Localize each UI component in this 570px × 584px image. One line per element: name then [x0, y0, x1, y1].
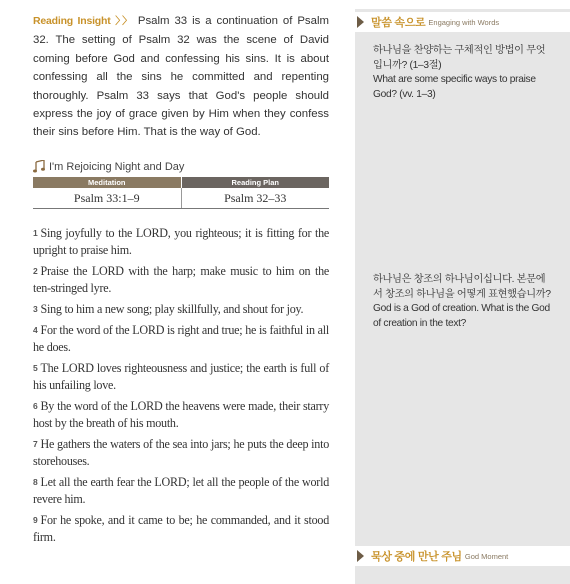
- heading-korean: 말씀 속으로: [371, 17, 426, 29]
- song-title-row: [33, 160, 333, 173]
- plan-table-row: [33, 188, 329, 208]
- verse: [33, 322, 329, 356]
- question-korean: 하나님은 창조의 하나님이십니다. 본문에서 창조의 하나님을 어떻게 표현했습니까?: [373, 274, 551, 300]
- question-korean: 하나님을 찬양하는 구체적인 방법이 무엇입니까? (1–3절): [373, 45, 546, 71]
- triangle-bullet-icon: [357, 550, 364, 562]
- song-title: I'm Rejoicing Night and Day: [49, 160, 185, 173]
- verse-number: 3: [33, 304, 38, 314]
- verse-number: 4: [33, 325, 38, 335]
- verse: [33, 225, 329, 259]
- double-chevron-icon: 〉〉: [113, 16, 134, 27]
- verse-text: For he spoke, and it came to be; he commanded, and it stood firm.: [33, 513, 329, 544]
- verse: [33, 301, 329, 318]
- reflection-sidebar: [355, 9, 570, 584]
- heading-english: God Moment: [464, 551, 509, 561]
- reading-insight-text: Psalm 33 is a continuation of Psalm 32. The setting of Psalm 32 was the scene of David coming before God and confessing his sins. It is about confessing all the sins he committed and repenting thoroughly. Psalm 33 says that God's people should express the joy of grace given by Him when they confess their sins before Him. That is the way of God.: [33, 15, 329, 139]
- question-english: God is a God of creation. What is the God of creation in the text?: [373, 303, 550, 329]
- verse: [33, 263, 329, 297]
- verse-text: Sing to him a new song; play skillfully, and shout for joy.: [40, 302, 304, 316]
- meditation-header: Meditation: [33, 177, 182, 188]
- verse-number: 5: [33, 363, 38, 373]
- plan-table-header: [33, 177, 329, 188]
- scripture-passage: [33, 225, 329, 550]
- verse-number: 8: [33, 477, 38, 487]
- verse-text: The LORD loves righteousness and justice; the earth is full of his unfailing love.: [33, 361, 329, 392]
- reading-insight: [33, 12, 329, 142]
- verse: [33, 512, 329, 546]
- verse-number: 1: [33, 228, 38, 238]
- reading-plan-header: Reading Plan: [182, 177, 330, 188]
- verse-number: 6: [33, 401, 38, 411]
- verse: [33, 398, 329, 432]
- reading-plan-table: [33, 177, 329, 209]
- reading-insight-label: Reading Insight: [33, 15, 111, 27]
- triangle-bullet-icon: [357, 16, 364, 28]
- verse-number: 7: [33, 439, 38, 449]
- verse-text: Let all the earth fear the LORD; let all the people of the world revere him.: [33, 475, 329, 506]
- engaging-heading: [355, 12, 570, 32]
- verse: [33, 360, 329, 394]
- verse-text: Sing joyfully to the LORD, you righteous; it is fitting for the upright to praise him.: [33, 226, 329, 257]
- heading-korean: 묵상 중에 만난 주님: [371, 551, 462, 563]
- verse: [33, 436, 329, 470]
- music-note-icon: [33, 160, 45, 173]
- god-moment-heading: [355, 546, 570, 566]
- question-1: [373, 44, 553, 102]
- heading-english: Engaging with Words: [428, 17, 500, 27]
- verse-number: 9: [33, 515, 38, 525]
- verse-number: 2: [33, 266, 38, 276]
- question-2: [373, 273, 553, 331]
- reading-plan-value: Psalm 32–33: [224, 190, 287, 205]
- verse-text: For the word of the LORD is right and true; he is faithful in all he does.: [33, 323, 329, 354]
- question-english: What are some specific ways to praise God? (vv. 1–3): [373, 74, 536, 100]
- verse-text: He gathers the waters of the sea into jars; he puts the deep into storehouses.: [33, 437, 329, 468]
- verse-text: Praise the LORD with the harp; make music to him on the ten-stringed lyre.: [33, 264, 329, 295]
- verse-text: By the word of the LORD the heavens were made, their starry host by the breath of his mouth.: [33, 399, 329, 430]
- verse: [33, 474, 329, 508]
- meditation-value: Psalm 33:1–9: [33, 188, 182, 208]
